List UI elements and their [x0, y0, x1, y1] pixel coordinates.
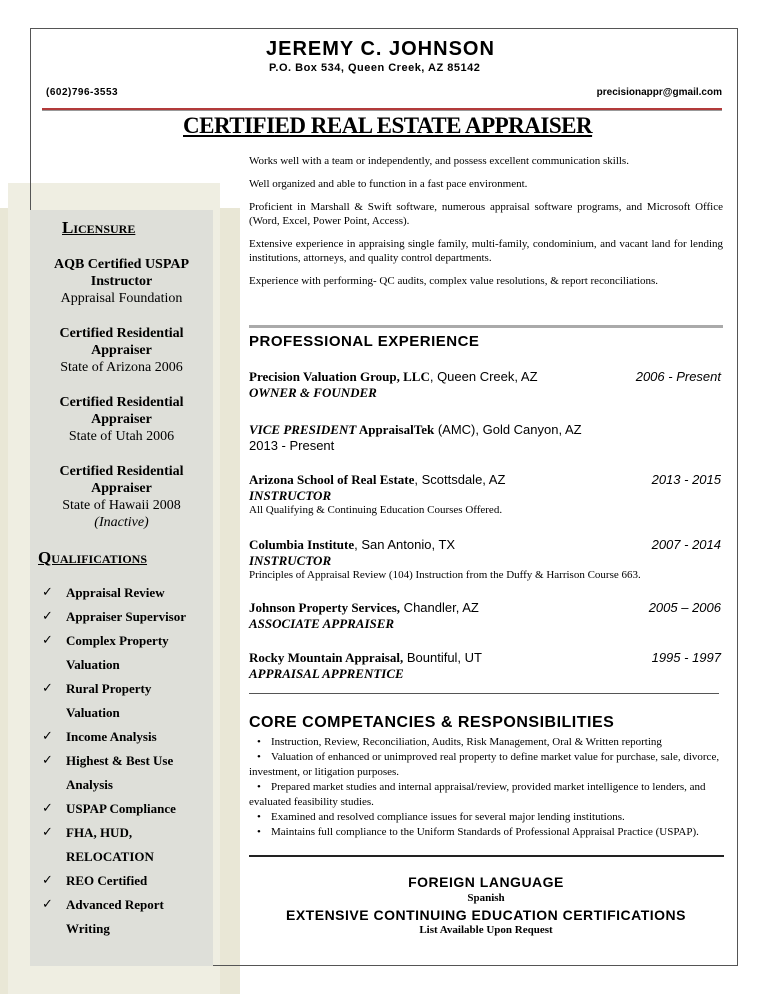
license-title: Certified Residential Appraiser	[59, 326, 184, 358]
check-icon: ✓	[42, 873, 53, 888]
job-description: Principles of Appraisal Review (104) Instruction from the Duffy & Harrison Course 663.	[249, 569, 641, 581]
list-item: ✓ Rural Property Valuation	[40, 677, 210, 725]
competencies-divider	[249, 855, 724, 857]
job-entry	[249, 472, 723, 517]
bullet-icon: •	[257, 826, 261, 838]
job-location: (AMC), Gold Canyon, AZ	[434, 422, 582, 437]
qualifications-list	[40, 581, 210, 941]
job-org: Arizona School of Real Estate	[249, 472, 415, 487]
licensure-heading: Licensure	[62, 218, 136, 237]
list-item: ✓ USPAP Compliance	[40, 797, 210, 821]
job-dates: 2006 - Present	[635, 369, 721, 384]
job-location: , San Antonio, TX	[354, 537, 456, 552]
job-dates: 2007 - 2014	[651, 537, 721, 552]
license-issuer: State of Hawaii 2008	[62, 498, 181, 513]
job-org: Columbia Institute	[249, 537, 355, 552]
competencies-list	[249, 735, 723, 840]
summary-item: Works well with a team or independently, and possess excellent communication skills.	[249, 155, 629, 167]
list-item: • Instruction, Review, Reconciliation, Audits, Risk Management, Oral & Written reporting	[249, 735, 723, 750]
phone-number: (602)796-3553	[46, 87, 119, 98]
list-item: ✓ Complex Property Valuation	[40, 629, 210, 677]
license-issuer: State of Arizona 2006	[60, 360, 183, 375]
check-icon: ✓	[42, 801, 53, 816]
check-icon: ✓	[42, 729, 53, 744]
list-item: ✓ Income Analysis	[40, 725, 210, 749]
bullet-icon: •	[257, 751, 261, 763]
competencies-heading: CORE COMPETANCIES & RESPONSIBILITIES	[249, 714, 615, 731]
list-item: ✓ REO Certified	[40, 869, 210, 893]
check-icon: ✓	[42, 585, 53, 600]
experience-divider	[249, 693, 719, 695]
summary-item: Extensive experience in appraising single family, multi-family, condominium, and vacant land for lending institutions, attorneys, and quality control departments.	[249, 238, 723, 264]
list-item: ✓ Appraiser Supervisor	[40, 605, 210, 629]
job-dates: 2005 – 2006	[648, 600, 721, 615]
license-status: (Inactive)	[94, 515, 149, 530]
job-description: All Qualifying & Continuing Education Courses Offered.	[249, 504, 503, 516]
job-title: APPRAISAL APPRENTICE	[249, 666, 404, 681]
candidate-name: JEREMY C. JOHNSON	[266, 38, 495, 60]
job-title: OWNER & FOUNDER	[249, 385, 377, 400]
education-heading: EXTENSIVE CONTINUING EDUCATION CERTIFICATIONS	[286, 907, 686, 923]
list-item: • Maintains full compliance to the Uniform Standards of Professional Appraisal Practice (USPAP).	[249, 825, 723, 840]
job-entry	[249, 422, 723, 454]
qualifications-heading: Qualifications	[38, 548, 148, 567]
license-title: Certified Residential Appraiser	[59, 395, 184, 427]
job-org: AppraisalTek	[356, 422, 435, 437]
license-item	[30, 463, 213, 531]
job-entry	[249, 600, 723, 632]
job-entry	[249, 537, 723, 582]
language-heading: FOREIGN LANGUAGE	[408, 874, 564, 890]
check-icon: ✓	[42, 897, 53, 912]
list-item: • Prepared market studies and internal appraisal/review, provided market intelligence to lenders, and evaluated feasibility studies.	[249, 781, 706, 808]
list-item: ✓ Appraisal Review	[40, 581, 210, 605]
license-item	[30, 394, 213, 445]
language-value: Spanish	[467, 892, 505, 904]
license-title: Certified Residential Appraiser	[59, 464, 184, 496]
bullet-icon: •	[257, 811, 261, 823]
job-dates: 2013 - Present	[249, 438, 335, 453]
job-org: Rocky Mountain Appraisal,	[249, 650, 404, 665]
license-issuer: State of Utah 2006	[68, 429, 175, 444]
check-icon: ✓	[42, 633, 53, 648]
job-title: VICE PRESIDENT	[249, 422, 357, 437]
header-rule-shadow	[42, 110, 722, 111]
summary-divider	[249, 325, 723, 328]
summary-section	[249, 154, 723, 297]
license-issuer: Appraisal Foundation	[60, 291, 183, 306]
job-entry	[249, 650, 723, 682]
license-item	[30, 256, 213, 307]
license-item	[30, 325, 213, 376]
job-location: Bountiful, UT	[403, 650, 482, 665]
job-title: ASSOCIATE APPRAISER	[249, 616, 395, 631]
license-title: AQB Certified USPAP Instructor	[53, 257, 190, 289]
job-entry	[249, 369, 723, 401]
list-item: ✓ FHA, HUD, RELOCATION	[40, 821, 210, 869]
check-icon: ✓	[42, 753, 53, 768]
summary-item: Proficient in Marshall & Swift software, numerous appraisal software programs, and Microsoft Office (Word, Excel, Power Point, Access).	[249, 201, 723, 227]
experience-heading: PROFESSIONAL EXPERIENCE	[249, 333, 480, 350]
list-item: ✓ Highest & Best Use Analysis	[40, 749, 210, 797]
job-org: Johnson Property Services,	[249, 600, 401, 615]
summary-item: Experience with performing- QC audits, complex value resolutions, & report reconciliations.	[249, 275, 659, 287]
job-dates: 1995 - 1997	[651, 650, 721, 665]
bullet-icon: •	[257, 781, 261, 793]
email-address: precisionappr@gmail.com	[596, 87, 722, 98]
check-icon: ✓	[42, 609, 53, 624]
address: P.O. Box 534, Queen Creek, AZ 85142	[269, 62, 481, 74]
list-item: • Valuation of enhanced or unimproved real property to define market value for purchase, sale, divorce, investment, or litigation purposes.	[249, 751, 720, 778]
job-dates: 2013 - 2015	[651, 472, 721, 487]
check-icon: ✓	[42, 681, 53, 696]
job-title: INSTRUCTOR	[249, 488, 332, 503]
job-location: , Queen Creek, AZ	[429, 369, 538, 384]
headline: CERTIFIED REAL ESTATE APPRAISER	[183, 113, 593, 138]
bullet-icon: •	[257, 736, 261, 748]
list-item: ✓ Advanced Report Writing	[40, 893, 210, 941]
job-location: Chandler, AZ	[400, 600, 479, 615]
list-item: • Examined and resolved compliance issues for several major lending institutions.	[249, 810, 723, 825]
summary-item: Well organized and able to function in a fast pace environment.	[249, 178, 528, 190]
job-org: Precision Valuation Group, LLC	[249, 369, 430, 384]
job-title: INSTRUCTOR	[249, 553, 332, 568]
job-location: , Scottsdale, AZ	[414, 472, 506, 487]
education-value: List Available Upon Request	[419, 924, 553, 936]
check-icon: ✓	[42, 825, 53, 840]
